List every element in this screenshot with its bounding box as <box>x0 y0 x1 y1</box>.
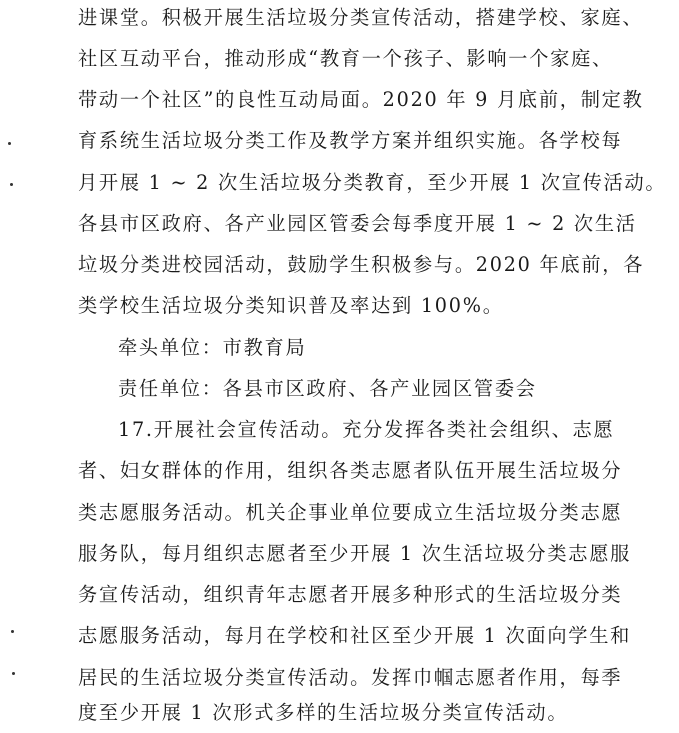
binding-hole-mark <box>10 183 13 186</box>
text-line: 居民的生活垃圾分类宣传活动。发挥巾帼志愿者作用，每季 <box>78 666 623 689</box>
text-line: 志愿服务活动，每月在学校和社区至少开展 1 次面向学生和 <box>78 624 632 647</box>
lead-unit-line: 牵头单位：市教育局 <box>118 336 307 359</box>
text-line: 各县市区政府、各产业园区管委会每季度开展 1 ~ 2 次生活 <box>78 212 637 235</box>
text-line: 者、妇女群体的作用，组织各类志愿者队伍开展生活垃圾分 <box>78 459 623 482</box>
text-line: 社区互动平台，推动形成“教育一个孩子、影响一个家庭、 <box>78 47 613 70</box>
text-line: 进课堂。积极开展生活垃圾分类宣传活动，搭建学校、家庭、 <box>78 6 644 29</box>
binding-hole-mark <box>11 630 14 633</box>
text-line: 垃圾分类进校园活动，鼓励学生积极参与。2020 年底前，各 <box>78 253 645 276</box>
text-line: 务宣传活动，组织青年志愿者开展多种形式的生活垃圾分类 <box>78 583 623 606</box>
text-line: 类学校生活垃圾分类知识普及率达到 100%。 <box>78 294 504 317</box>
text-line: 类志愿服务活动。机关企事业单位要成立生活垃圾分类志愿 <box>78 501 623 524</box>
binding-hole-mark <box>12 672 15 675</box>
text-line: 带动一个社区”的良性互动局面。2020 年 9 月底前，制定教 <box>78 88 644 111</box>
text-line: 月开展 1 ~ 2 次生活垃圾分类教育，至少开展 1 次宣传活动。 <box>78 171 667 194</box>
responsible-unit-line: 责任单位：各县市区政府、各产业园区管委会 <box>118 377 537 400</box>
text-line: 度至少开展 1 次形式多样的生活垃圾分类宣传活动。 <box>78 701 569 724</box>
section-heading-line: 17.开展社会宣传活动。充分发挥各类社会组织、志愿 <box>118 418 615 441</box>
text-line: 服务队，每月组织志愿者至少开展 1 次生活垃圾分类志愿服 <box>78 542 632 565</box>
binding-hole-mark <box>8 142 11 145</box>
text-line: 育系统生活垃圾分类工作及教学方案并组织实施。各学校每 <box>78 129 623 152</box>
